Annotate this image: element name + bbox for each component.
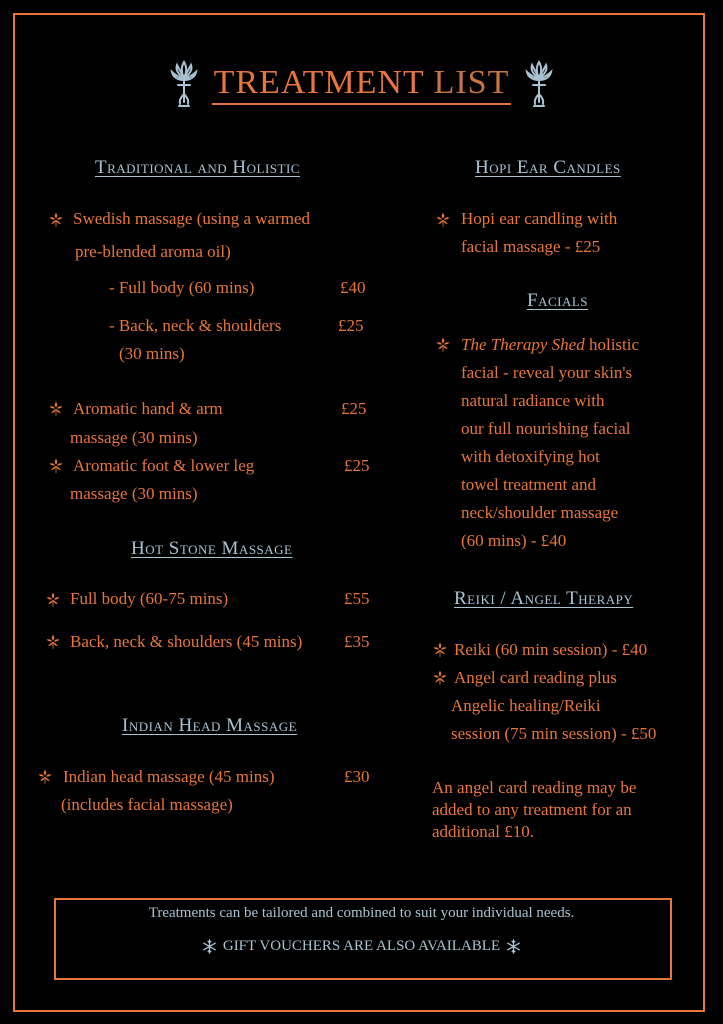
flower-bullet-icon bbox=[48, 212, 64, 228]
flower-bullet-icon bbox=[48, 458, 64, 474]
swedish-back-neck-line1: - Back, neck & shoulders bbox=[109, 316, 282, 335]
facial-line1 bbox=[461, 331, 639, 359]
flower-bullet-icon bbox=[435, 337, 451, 353]
fleur-ornament-right-icon bbox=[525, 58, 553, 110]
flower-bullet-icon bbox=[48, 401, 64, 417]
hopi-line1: Hopi ear candling with bbox=[461, 209, 618, 228]
hot-stone-back-neck: Back, neck & shoulders (45 mins) bbox=[70, 632, 303, 651]
title-word-treatment: TREATMENT bbox=[213, 64, 425, 101]
heading-traditional-holistic: Traditional and Holistic bbox=[95, 157, 300, 178]
hot-stone-back-neck-price: £35 bbox=[344, 632, 370, 651]
foot-leg-line1: Aromatic foot & lower leg bbox=[73, 456, 255, 475]
snowflake-icon bbox=[202, 939, 217, 954]
swedish-back-neck-line2: (30 mins) bbox=[119, 344, 185, 363]
facial-line3: natural radiance with bbox=[461, 391, 605, 410]
flower-bullet-icon bbox=[432, 642, 448, 658]
facial-line4: our full nourishing facial bbox=[461, 419, 631, 438]
hand-arm-line2: massage (30 mins) bbox=[70, 428, 198, 447]
indian-head-line1: Indian head massage (45 mins) bbox=[63, 767, 275, 786]
hot-stone-full-body: Full body (60-75 mins) bbox=[70, 589, 229, 608]
footer-tailored-text: Treatments can be tailored and combined to suit your individual needs. bbox=[148, 905, 575, 921]
reiki-item: Reiki (60 min session) - £40 bbox=[454, 640, 648, 659]
heading-hot-stone: Hot Stone Massage bbox=[131, 538, 293, 559]
title-row bbox=[0, 54, 723, 114]
facial-line8: (60 mins) - £40 bbox=[461, 531, 567, 550]
angel-note-line2: added to any treatment for an bbox=[432, 800, 632, 819]
foot-leg-price: £25 bbox=[344, 456, 370, 475]
flower-bullet-icon bbox=[45, 634, 61, 650]
swedish-back-neck-price: £25 bbox=[338, 316, 364, 335]
page-title bbox=[212, 63, 512, 105]
hand-arm-line1: Aromatic hand & arm bbox=[73, 399, 223, 418]
angel-note-line3: additional £10. bbox=[432, 822, 534, 841]
heading-indian-head: Indian Head Massage bbox=[122, 715, 298, 736]
footer-gift-vouchers bbox=[0, 938, 723, 955]
flower-bullet-icon bbox=[37, 769, 53, 785]
angel-line3: session (75 min session) - £50 bbox=[451, 724, 657, 743]
flower-bullet-icon bbox=[432, 670, 448, 686]
flower-bullet-icon bbox=[45, 592, 61, 608]
foot-leg-line2: massage (30 mins) bbox=[70, 484, 198, 503]
hand-arm-price: £25 bbox=[341, 399, 367, 418]
indian-head-price: £30 bbox=[344, 767, 370, 786]
snowflake-icon bbox=[506, 939, 521, 954]
facial-line6: towel treatment and bbox=[461, 475, 597, 494]
flower-bullet-icon bbox=[435, 212, 451, 228]
hot-stone-full-body-price: £55 bbox=[344, 589, 370, 608]
gift-vouchers-text: GIFT VOUCHERS ARE ALSO AVAILABLE bbox=[222, 938, 501, 954]
facial-line7: neck/shoulder massage bbox=[461, 503, 619, 522]
title-word-list: LIST bbox=[433, 64, 510, 101]
angel-line1: Angel card reading plus bbox=[454, 668, 617, 687]
angel-line2: Angelic healing/Reiki bbox=[451, 696, 601, 715]
swedish-full-body-price: £40 bbox=[340, 278, 366, 297]
heading-hopi-ear-candles: Hopi Ear Candles bbox=[475, 157, 621, 178]
swedish-massage-line1: Swedish massage (using a warmed bbox=[73, 209, 311, 228]
indian-head-line2: (includes facial massage) bbox=[61, 795, 233, 814]
swedish-full-body: - Full body (60 mins) bbox=[109, 278, 255, 297]
facial-line5: with detoxifying hot bbox=[461, 447, 600, 466]
heading-facials: Facials bbox=[527, 290, 589, 311]
therapy-shed-name: The Therapy Shed bbox=[461, 335, 585, 354]
hopi-line2: facial massage - £25 bbox=[461, 237, 601, 256]
angel-note-line1: An angel card reading may be bbox=[432, 778, 637, 797]
facial-line2: facial - reveal your skin's bbox=[461, 363, 633, 382]
fleur-ornament-left-icon bbox=[170, 58, 198, 110]
facial-line1-rest: holistic bbox=[584, 335, 640, 354]
swedish-massage-line2: pre-blended aroma oil) bbox=[75, 242, 231, 261]
heading-reiki-angel: Reiki / Angel Therapy bbox=[454, 588, 634, 609]
